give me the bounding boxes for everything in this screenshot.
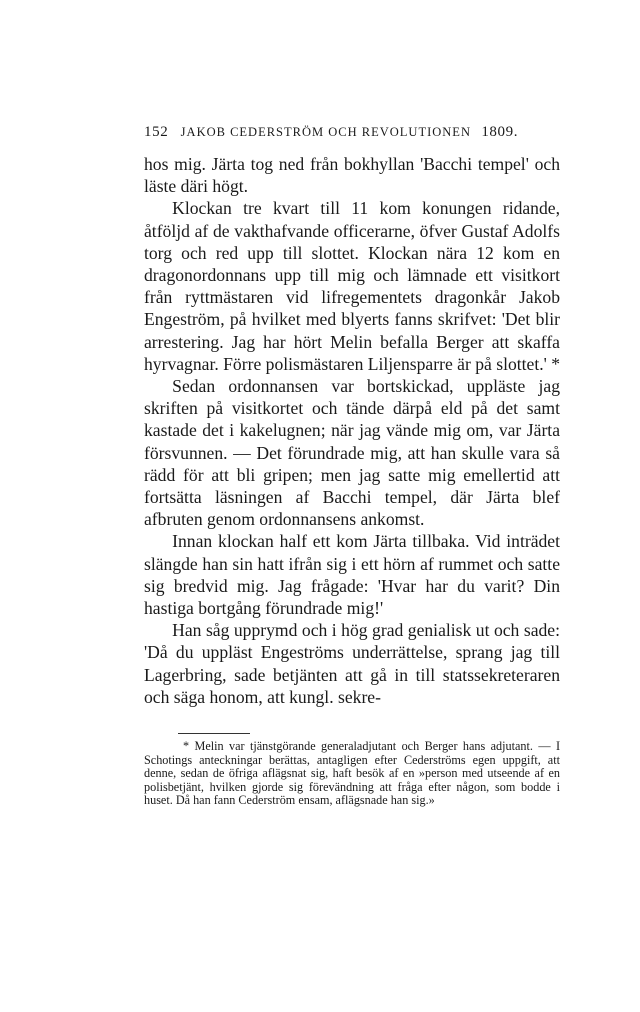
- page-number: 152: [144, 124, 169, 140]
- paragraph: Sedan ordonnansen var bortskickad, uppläste jag skriften på visitkortet och tände därpå eld på det samt kastade det i kakelugnen; när jag vände mig om, var Järta försvunnen. — Det förundrade mig, att han skulle vara så rädd för att bli gripen; men jag satte mig emellertid att fortsätta läsningen af Bacchi tempel, där Järta blef afbruten genom ordonnansens ankomst.: [144, 376, 560, 530]
- footnote: * Melin var tjänstgörande generaladjutant och Berger hans adjutant. — I Schotings anteckningar berättas, antagligen efter Cederströms egen uppgift, att denne, sedan de öfriga aflägsnat sig, haft besök af en »person med utseende af en polisbetjänt, hvilken gjorde sig förevändning att fråga efter någon, som bodde i huset. Då han fann Cederström ensam, aflägsnade han sig.»: [144, 739, 560, 808]
- body-text: [144, 153, 560, 708]
- paragraph: Innan klockan half ett kom Järta tillbaka. Vid inträdet slängde han sin hatt ifrån sig i ett hörn af rummet och satte sig bredvid mig. Jag frågade: 'Hvar har du varit? Din hastiga bortgång förundrade mig!': [144, 531, 560, 619]
- running-year: 1809.: [481, 124, 519, 140]
- paragraph-continued: hos mig. Järta tog ned från bokhyllan 'Bacchi tempel' och läste däri högt.: [144, 154, 560, 197]
- running-head: [144, 124, 568, 141]
- paragraph: Han såg upprymd och i hög grad genialisk ut och sade: 'Då du uppläst Engeströms underrättelse, sprang jag till Lagerbring, sade betjänten att gå in till statssekreteraren och säga honom, att kungl. sekre-: [144, 620, 560, 707]
- paragraph: Klockan tre kvart till 11 kom konungen ridande, åtföljd af de vakthafvande officerarne, öfver Gustaf Adolfs torg och red upp till slottet. Klockan nära 12 kom en dragonordonnans upp till mig och lämnade ett visitkort från ryttmästaren vid lifregementets dragonkår Jakob Engeström, på hvilket med blyerts fanns skrifvet: 'Det blir arrestering. Jag har hört Melin befalla Berger att skaffa hyrvagnar. Förre polismästaren Liljensparre är på slottet.' *: [144, 198, 561, 374]
- footnote-rule: [178, 733, 250, 734]
- running-title: JAKOB CEDERSTRÖM OCH REVOLUTIONEN: [180, 125, 471, 139]
